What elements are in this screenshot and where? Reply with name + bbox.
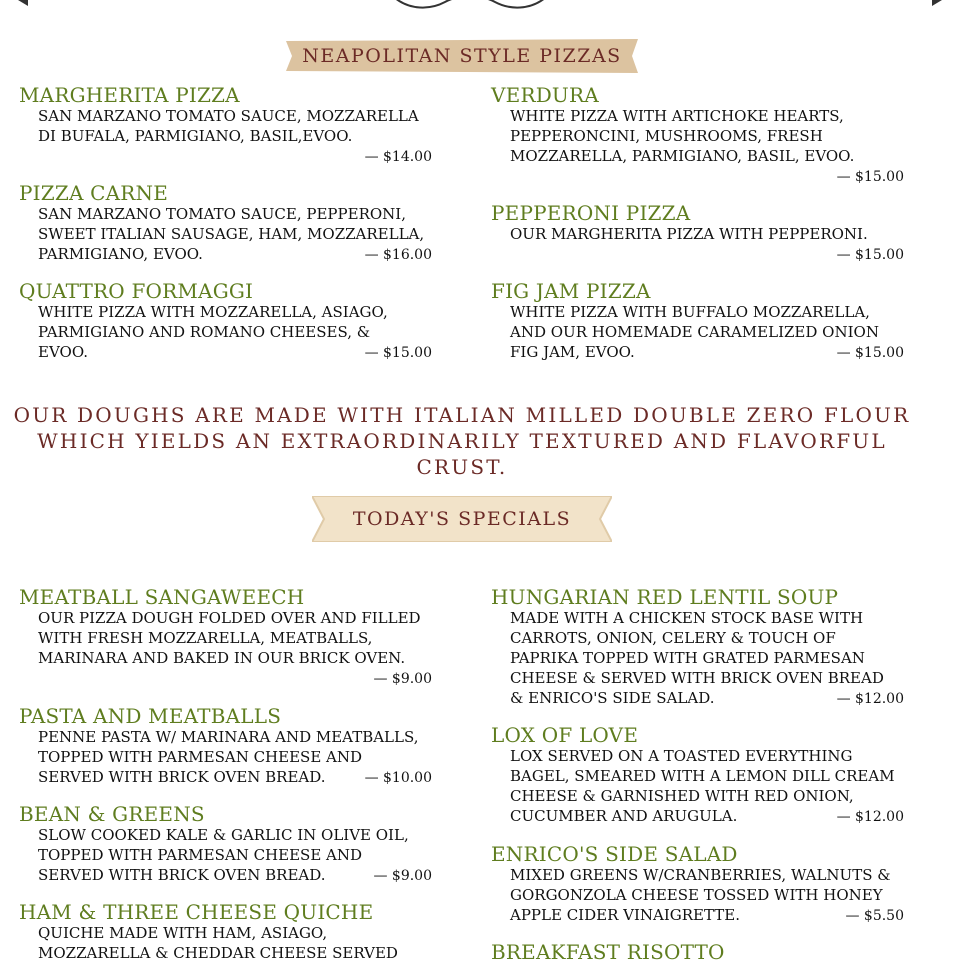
menu-item (19, 182, 459, 264)
menu-item-price: — $14.00 (364, 149, 432, 165)
section-title: NEAPOLITAN STYLE PIZZAS (302, 45, 622, 67)
description-line: TOPPED WITH PARMESAN CHEESE AND (38, 748, 363, 766)
menu-item-price: — $9.00 (373, 868, 432, 884)
menu-item-name: VERDURA (491, 83, 599, 107)
menu-item-description (38, 608, 448, 668)
description-line: MARINARA AND BAKED IN OUR BRICK OVEN. (38, 649, 406, 667)
description-line: FIG JAM, EVOO. (510, 343, 635, 361)
notice-line: OUR DOUGHS ARE MADE WITH ITALIAN MILLED DOUBLE ZERO FLOUR (13, 403, 911, 427)
description-line: TOPPED WITH PARMESAN CHEESE AND (38, 846, 363, 864)
description-line: GORGONZOLA CHEESE TOSSED WITH HONEY (510, 886, 883, 904)
menu-item (19, 585, 459, 687)
menu-item-price: — $12.00 (836, 809, 904, 825)
description-line: PAPRIKA TOPPED WITH GRATED PARMESAN (510, 649, 865, 667)
menu-item-name: HAM & THREE CHEESE QUICHE (19, 900, 374, 924)
description-line: CHEESE & GARNISHED WITH RED ONION, (510, 787, 854, 805)
menu-item (491, 843, 931, 925)
description-line: WHITE PIZZA WITH BUFFALO MOZZARELLA, (510, 303, 870, 321)
notice-line: WHICH YIELDS AN EXTRAORDINARILY TEXTURED AND FLAVORFUL CRUST. (37, 429, 887, 479)
description-line: SAN MARZANO TOMATO SAUCE, MOZZARELLA (38, 107, 419, 125)
menu-item-price: — $16.00 (364, 247, 432, 263)
section-banner-specials (312, 496, 612, 542)
section-title: TODAY'S SPECIALS (352, 508, 572, 530)
description-line: APPLE CIDER VINAIGRETTE. (510, 906, 741, 924)
description-line: SERVED WITH BRICK OVEN BREAD. (38, 768, 326, 786)
description-line: SLOW COOKED KALE & GARLIC IN OLIVE OIL, (38, 826, 409, 844)
description-line: BAGEL, SMEARED WITH A LEMON DILL CREAM (510, 767, 895, 785)
menu-item (19, 280, 459, 362)
menu-item-name: BREAKFAST RISOTTO (491, 940, 725, 964)
description-line: OUR MARGHERITA PIZZA WITH PEPPERONI. (510, 225, 868, 243)
description-line: MOZZARELLA, PARMIGIANO, BASIL, EVOO. (510, 147, 855, 165)
menu-item-description (510, 106, 920, 166)
description-line: PARMIGIANO, EVOO. (38, 245, 203, 263)
menu-item (491, 724, 931, 826)
menu-item-name: FIG JAM PIZZA (491, 279, 651, 303)
description-line: EVOO. (38, 343, 89, 361)
description-line: DI BUFALA, PARMIGIANO, BASIL,EVOO. (38, 127, 353, 145)
menu-item (19, 705, 459, 787)
menu-item-price: — $15.00 (836, 169, 904, 185)
description-line: & ENRICO'S SIDE SALAD. (510, 689, 715, 707)
menu-item (19, 803, 459, 885)
description-line: SERVED WITH BRICK OVEN BREAD. (38, 866, 326, 884)
menu-item-name: ENRICO'S SIDE SALAD (491, 842, 738, 866)
top-ornament (0, 0, 960, 14)
description-line: AND OUR HOMEMADE CARAMELIZED ONION (510, 323, 879, 341)
menu-item-name: LOX OF LOVE (491, 723, 639, 747)
menu-item-description (38, 106, 448, 146)
menu-item (491, 201, 931, 263)
menu-item-name: PASTA AND MEATBALLS (19, 704, 282, 728)
description-line: PEPPERONCINI, MUSHROOMS, FRESH (510, 127, 823, 145)
description-line: MOZZARELLA & CHEDDAR CHEESE SERVED (38, 944, 398, 962)
menu-item-price: — $12.00 (836, 691, 904, 707)
description-line: QUICHE MADE WITH HAM, ASIAGO, (38, 924, 328, 942)
description-line: MADE WITH A CHICKEN STOCK BASE WITH (510, 609, 864, 627)
menu-item (19, 83, 459, 165)
description-line: LOX SERVED ON A TOASTED EVERYTHING (510, 747, 853, 765)
menu-item-price: — $5.50 (845, 908, 904, 924)
description-line: OUR PIZZA DOUGH FOLDED OVER AND FILLED (38, 609, 421, 627)
description-line: MIXED GREENS W/CRANBERRIES, WALNUTS & (510, 866, 891, 884)
menu-item-price: — $15.00 (364, 345, 432, 361)
section-banner-pizzas (286, 39, 638, 73)
menu-item-name: MARGHERITA PIZZA (19, 83, 240, 107)
description-line: WHITE PIZZA WITH ARTICHOKE HEARTS, (510, 107, 844, 125)
menu-item-description (510, 224, 920, 244)
menu-item-price: — $9.00 (373, 671, 432, 687)
description-line: PARMIGIANO AND ROMANO CHEESES, & (38, 323, 371, 341)
menu-item (491, 280, 931, 362)
menu-item-name: HUNGARIAN RED LENTIL SOUP (491, 585, 839, 609)
description-line: WHITE PIZZA WITH MOZZARELLA, ASIAGO, (38, 303, 388, 321)
description-line: WITH FRESH MOZZARELLA, MEATBALLS, (38, 629, 373, 647)
menu-item-name: BEAN & GREENS (19, 802, 205, 826)
menu-item-name: MEATBALL SANGAWEECH (19, 585, 305, 609)
description-line: CHEESE & SERVED WITH BRICK OVEN BREAD (510, 669, 884, 687)
description-line: CARROTS, ONION, CELERY & TOUCH OF (510, 629, 836, 647)
menu-item-name: PIZZA CARNE (19, 181, 169, 205)
description-line: SWEET ITALIAN SAUSAGE, HAM, MOZZARELLA, (38, 225, 425, 243)
menu-item-description (38, 923, 448, 963)
menu-item (491, 586, 931, 708)
menu-item-name: PEPPERONI PIZZA (491, 201, 691, 225)
menu-item-name: QUATTRO FORMAGGI (19, 279, 254, 303)
menu-item-price: — $10.00 (364, 770, 432, 786)
dough-notice (0, 402, 924, 480)
menu-item-price: — $15.00 (836, 345, 904, 361)
description-line: SAN MARZANO TOMATO SAUCE, PEPPERONI, (38, 205, 406, 223)
description-line: PENNE PASTA W/ MARINARA AND MEATBALLS, (38, 728, 419, 746)
menu-item (19, 901, 459, 963)
description-line: CUCUMBER AND ARUGULA. (510, 807, 738, 825)
menu-item (491, 83, 931, 185)
menu-item-price: — $15.00 (836, 247, 904, 263)
